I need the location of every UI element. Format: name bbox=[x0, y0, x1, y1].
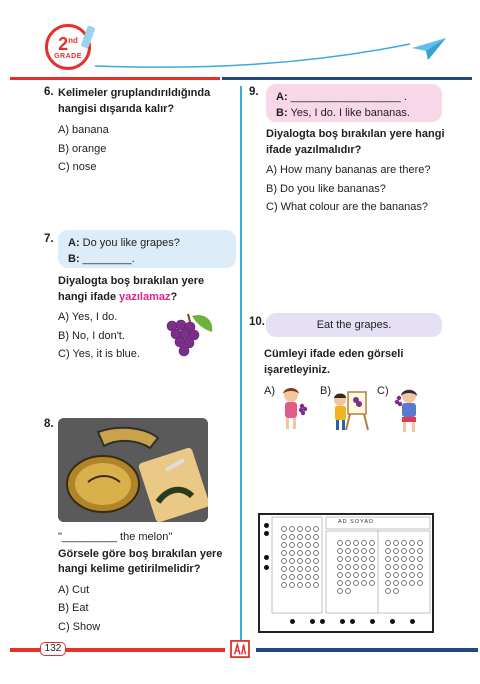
grade-number: 2nd bbox=[58, 34, 78, 54]
timing-mark bbox=[290, 619, 295, 624]
q8-number: 8. bbox=[44, 418, 54, 430]
answers-bubble-grid-left[interactable] bbox=[336, 539, 378, 595]
q6-option-a[interactable]: A) banana bbox=[58, 124, 109, 136]
timing-mark bbox=[264, 555, 269, 560]
q9-option-a[interactable]: A) How many bananas are there? bbox=[266, 164, 431, 176]
answer-sheet-title: AD SOYAD bbox=[338, 519, 375, 525]
q9-dialog-bubble bbox=[266, 84, 442, 122]
q10-sentence-bubble bbox=[266, 313, 442, 337]
q8-option-c[interactable]: C) Show bbox=[58, 620, 101, 633]
q9-line-a: __________________ . bbox=[290, 91, 407, 103]
timing-mark bbox=[390, 619, 395, 624]
id-bubble-grid bbox=[280, 525, 324, 589]
header-swoosh bbox=[90, 28, 420, 78]
question-9 bbox=[266, 127, 456, 217]
q8-prompt: "_________ the melon" bbox=[58, 531, 173, 543]
footer-rule-right bbox=[256, 648, 478, 652]
page-header bbox=[0, 0, 480, 80]
question-8 bbox=[58, 528, 236, 636]
girl-with-grapes-image bbox=[276, 386, 310, 432]
q7-line-a: Do you like grapes? bbox=[82, 237, 180, 249]
paper-plane-icon bbox=[412, 38, 446, 60]
timing-mark bbox=[410, 619, 415, 624]
melon-photo bbox=[58, 418, 208, 522]
answers-bubble-grid-right[interactable] bbox=[384, 539, 426, 595]
timing-mark bbox=[320, 619, 325, 624]
q8-option-b[interactable]: B) Eat bbox=[58, 602, 89, 614]
q7-option-a[interactable]: A) Yes, I do. bbox=[58, 311, 118, 323]
q7-speaker-a: A: bbox=[68, 237, 80, 249]
q7-number: 7. bbox=[44, 233, 54, 245]
timing-mark bbox=[310, 619, 315, 624]
header-rule bbox=[0, 77, 480, 83]
grapes-image bbox=[160, 310, 218, 362]
q10-number: 10. bbox=[249, 316, 265, 328]
optical-answer-sheet bbox=[258, 513, 434, 633]
question-10 bbox=[264, 347, 454, 378]
q10-option-a[interactable] bbox=[264, 384, 275, 399]
q7-dialog-bubble bbox=[58, 230, 236, 268]
timing-mark bbox=[264, 565, 269, 570]
timing-mark bbox=[264, 523, 269, 528]
timing-mark bbox=[264, 531, 269, 536]
publisher-logo bbox=[230, 640, 250, 658]
timing-mark bbox=[370, 619, 375, 624]
q6-option-c[interactable]: C) nose bbox=[58, 161, 97, 173]
q10-sentence: Eat the grapes. bbox=[316, 319, 392, 331]
q9-option-c[interactable]: C) What colour are the bananas? bbox=[266, 201, 429, 213]
q7-option-b[interactable]: B) No, I don't. bbox=[58, 329, 125, 342]
q7-speaker-b: B: bbox=[68, 253, 80, 265]
timing-mark bbox=[350, 619, 355, 624]
q7-option-c[interactable]: C) Yes, it is blue. bbox=[58, 348, 140, 360]
q7-emphasis: yazılamaz bbox=[119, 290, 171, 303]
girl-eating-grapes-image bbox=[392, 386, 428, 434]
q9-speaker-b: B: bbox=[276, 107, 288, 119]
q7-line-b: ________. bbox=[82, 253, 135, 265]
q9-text: Diyalogta boş bırakılan yere hangi ifade yazılmalıdır? bbox=[266, 128, 445, 156]
q10-text: Cümleyi ifade eden görseli işaretleyiniz. bbox=[264, 348, 404, 376]
q9-option-b[interactable]: B) Do you like bananas? bbox=[266, 182, 386, 195]
q6-number: 6. bbox=[44, 86, 54, 98]
timing-mark bbox=[340, 619, 345, 624]
q6-option-b[interactable]: B) orange bbox=[58, 142, 107, 155]
q10-option-c-label: C) bbox=[377, 385, 389, 397]
q8-option-a[interactable]: A) Cut bbox=[58, 583, 90, 596]
q7-text: Diyalogta boş bırakılan yere hangi ifade yazılamaz? bbox=[58, 275, 205, 303]
q9-number: 9. bbox=[249, 86, 259, 98]
grade-label: GRADE bbox=[54, 53, 82, 60]
boy-painting-image bbox=[330, 386, 370, 432]
q10-option-a-label: A) bbox=[264, 385, 275, 397]
q10-option-b-label: B) bbox=[320, 385, 331, 397]
q10-option-c[interactable] bbox=[377, 384, 389, 399]
q9-speaker-a: A: bbox=[276, 91, 288, 103]
q6-text: Kelimeler gruplandırıldığında hangisi dışarıda kalır? bbox=[58, 87, 211, 115]
question-6 bbox=[58, 86, 233, 177]
q8-text: Görsele göre boş bırakılan yere hangi kelime getirilmelidir? bbox=[58, 547, 223, 575]
q9-line-b: Yes, I do. I like bananas. bbox=[290, 107, 410, 119]
column-divider bbox=[240, 86, 242, 640]
page-number: 132 bbox=[40, 642, 66, 656]
